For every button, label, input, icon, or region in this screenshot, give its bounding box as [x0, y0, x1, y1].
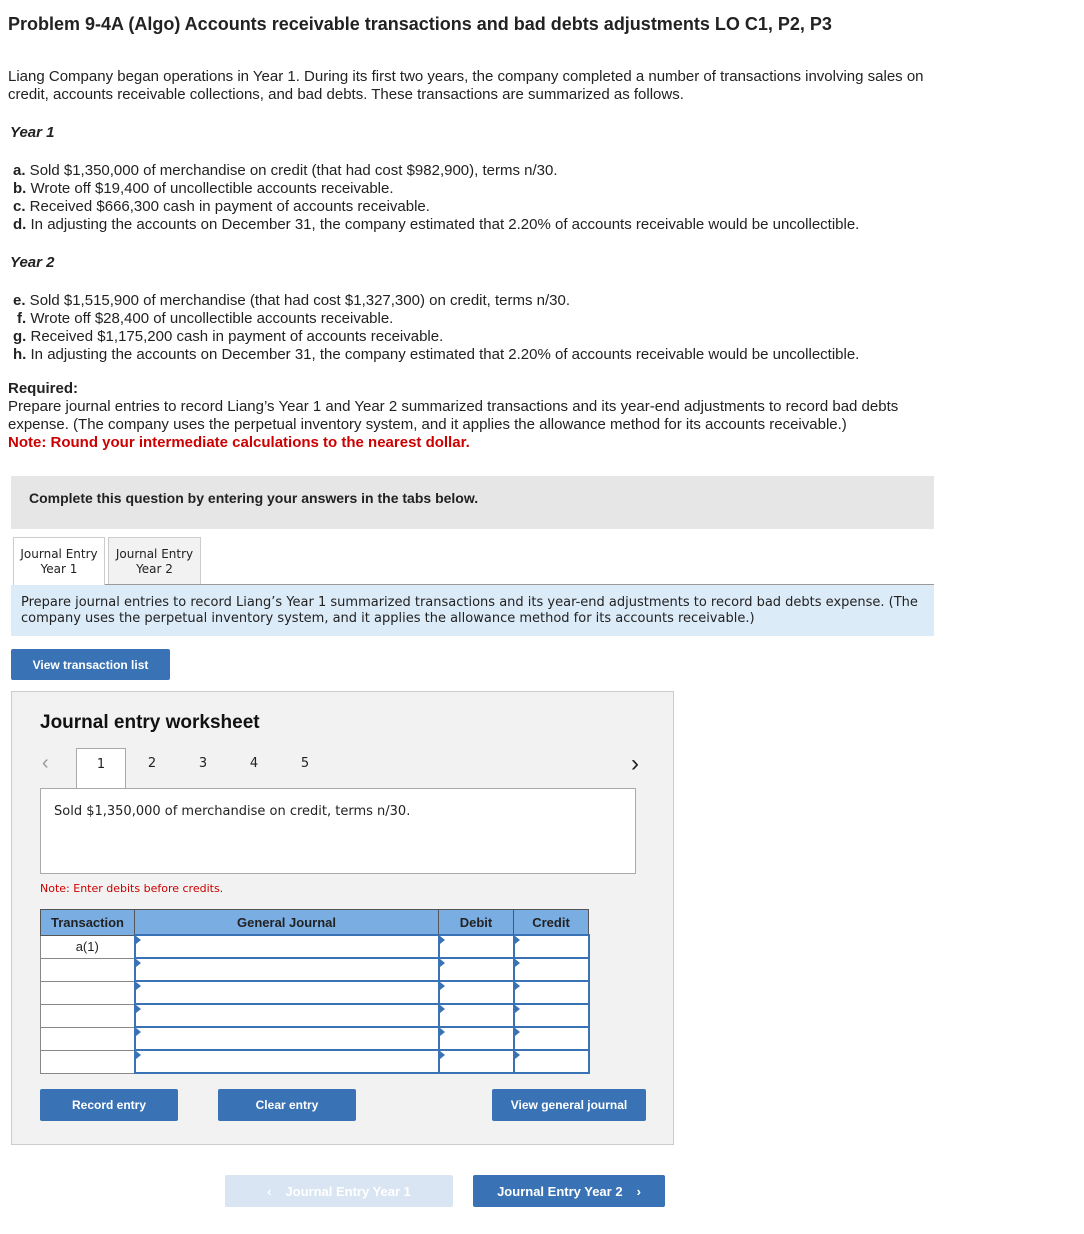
intro-text: Liang Company began operations in Year 1. During its first two years, the company completed a number of transactions involving sales on credit, accounts receivable collections, and bad debts. These transactions are summarized as follows. [8, 68, 924, 103]
tab-label: Year 2 [136, 562, 173, 576]
tab-journal-entry-year-1[interactable] [13, 537, 105, 585]
credit-input[interactable] [514, 935, 589, 958]
page-tab-3[interactable]: 3 [198, 756, 208, 771]
worksheet-title: Journal entry worksheet [40, 712, 260, 733]
page-tab-1[interactable]: 1 [76, 748, 126, 789]
view-transaction-list-button[interactable]: View transaction list [11, 649, 170, 680]
item-letter: g. [13, 328, 27, 345]
item-letter: h. [13, 346, 27, 363]
list-item [13, 180, 859, 198]
table-row [41, 1004, 589, 1027]
item-text: In adjusting the accounts on December 31, the company estimated that 2.20% of accounts receivable would be uncollectible. [26, 216, 860, 233]
journal-entry-worksheet [11, 691, 674, 1145]
tab-label: Year 1 [40, 562, 78, 576]
item-text: Wrote off $28,400 of uncollectible accounts receivable. [26, 310, 394, 327]
table-row [41, 958, 589, 981]
year1-list [13, 162, 859, 234]
item-letter: e. [13, 292, 26, 309]
item-letter: b. [13, 180, 27, 197]
item-text: Wrote off $19,400 of uncollectible accounts receivable. [26, 180, 394, 197]
credit-input[interactable] [514, 1050, 589, 1073]
list-item [13, 346, 859, 364]
debit-input[interactable] [439, 1050, 514, 1073]
year2-list [13, 292, 859, 364]
col-credit: Credit [514, 910, 589, 936]
account-input[interactable] [135, 1004, 439, 1027]
item-text: Received $666,300 cash in payment of accounts receivable. [25, 198, 430, 215]
chevron-right-icon: › [636, 1183, 641, 1199]
instruction-text: Complete this question by entering your answers in the tabs below. [29, 490, 479, 506]
year1-heading: Year 1 [10, 124, 55, 141]
transaction-cell [41, 1027, 135, 1050]
account-input[interactable] [135, 935, 439, 958]
item-text: Sold $1,515,900 of merchandise (that had cost $1,327,300) on credit, terms n/30. [25, 292, 571, 309]
transaction-cell [41, 958, 135, 981]
item-letter: c. [13, 198, 26, 215]
debit-input[interactable] [439, 981, 514, 1004]
item-text: Sold $1,350,000 of merchandise on credit (that had cost $982,900), terms n/30. [25, 162, 558, 179]
rounding-note: Note: Round your intermediate calculations to the nearest dollar. [8, 434, 470, 451]
table-row [41, 981, 589, 1004]
account-input[interactable] [135, 1050, 439, 1073]
year2-heading: Year 2 [10, 254, 55, 271]
tab-label: Journal Entry [115, 547, 194, 561]
required-text: Prepare journal entries to record Liang’s Year 1 and Year 2 summarized transactions and its year-end adjustments to record bad debts expense. (The company uses the perpetual inventory system, and it applies the allowance method for its accounts receivable.) [8, 398, 899, 433]
clear-entry-button[interactable]: Clear entry [218, 1089, 356, 1121]
prev-label: Journal Entry Year 1 [285, 1183, 411, 1199]
page-tab-4[interactable]: 4 [249, 756, 259, 771]
page-tab-5[interactable]: 5 [300, 756, 310, 771]
list-item [13, 328, 859, 346]
transaction-cell [41, 981, 135, 1004]
debit-input[interactable] [439, 958, 514, 981]
debit-input[interactable] [439, 1004, 514, 1027]
page-tab-2[interactable]: 2 [147, 756, 157, 771]
required-label: Required: [8, 380, 79, 397]
record-entry-button[interactable]: Record entry [40, 1089, 178, 1121]
list-item [13, 310, 859, 328]
debit-input[interactable] [439, 1027, 514, 1050]
view-general-journal-button[interactable]: View general journal [492, 1089, 646, 1121]
next-tab-button[interactable] [473, 1175, 665, 1207]
debit-input[interactable] [439, 935, 514, 958]
account-input[interactable] [135, 981, 439, 1004]
credit-input[interactable] [514, 1004, 589, 1027]
list-item [13, 162, 859, 180]
table-row [41, 1050, 589, 1073]
item-letter: a. [13, 162, 26, 179]
chevron-right-icon[interactable]: › [631, 750, 639, 777]
item-text: In adjusting the accounts on December 31, the company estimated that 2.20% of accounts receivable would be uncollectible. [26, 346, 860, 363]
list-item [13, 216, 859, 234]
table-row [41, 935, 589, 958]
list-item [13, 198, 859, 216]
credit-input[interactable] [514, 958, 589, 981]
credit-input[interactable] [514, 1027, 589, 1050]
instruction-banner [11, 476, 934, 529]
col-general-journal: General Journal [135, 910, 439, 936]
tab-journal-entry-year-2[interactable] [108, 537, 201, 584]
transaction-description: Sold $1,350,000 of merchandise on credit, terms n/30. [40, 788, 636, 874]
prev-tab-button[interactable] [225, 1175, 453, 1207]
chevron-left-icon[interactable]: ‹ [42, 752, 49, 774]
col-debit: Debit [439, 910, 514, 936]
problem-title: Problem 9-4A (Algo) Accounts receivable transactions and bad debts adjustments LO C1, P2, P3 [8, 14, 832, 34]
credit-input[interactable] [514, 981, 589, 1004]
next-label: Journal Entry Year 2 [497, 1183, 623, 1199]
table-row [41, 1027, 589, 1050]
account-input[interactable] [135, 1027, 439, 1050]
tab-label: Journal Entry [20, 547, 98, 561]
table-header [41, 910, 589, 936]
transaction-cell: a(1) [41, 935, 135, 958]
account-input[interactable] [135, 958, 439, 981]
required-section [8, 380, 958, 452]
list-item [13, 292, 859, 310]
item-letter: d. [13, 216, 27, 233]
debits-note: Note: Enter debits before credits. [40, 882, 224, 895]
transaction-cell [41, 1050, 135, 1073]
col-transaction: Transaction [41, 910, 135, 936]
transaction-cell [41, 1004, 135, 1027]
item-letter: f. [17, 310, 27, 327]
item-text: Received $1,175,200 cash in payment of accounts receivable. [26, 328, 444, 345]
journal-table [40, 909, 590, 1074]
tab-instruction: Prepare journal entries to record Liang’s Year 1 summarized transactions and its year-end adjustments to record bad debts expense. (The company uses the perpetual inventory system, and it applies the allowance method for its accounts receivable.) [11, 585, 934, 636]
chevron-left-icon: ‹ [267, 1183, 272, 1199]
